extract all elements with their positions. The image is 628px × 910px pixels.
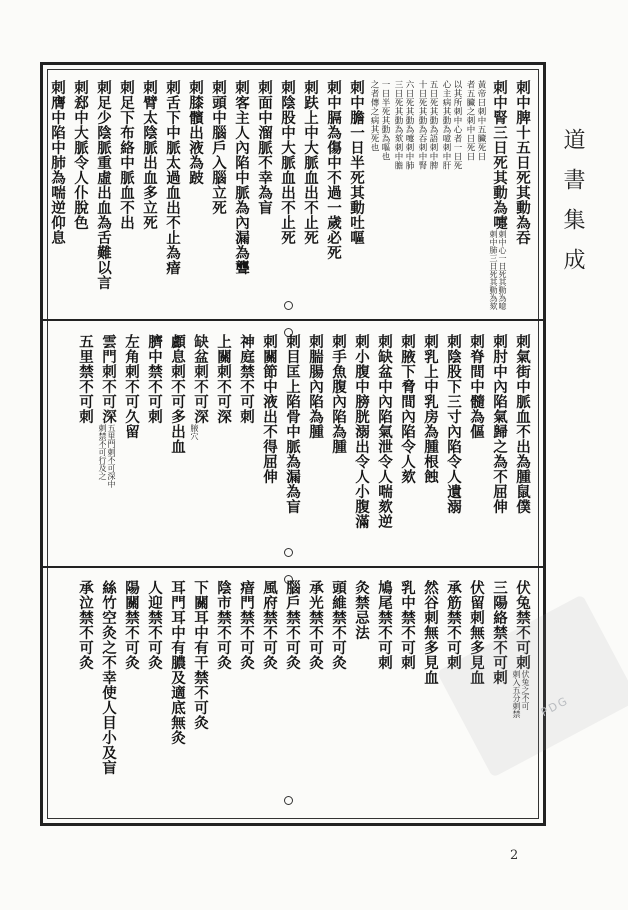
text-column: 刺中膈為傷中不過一歲必死 xyxy=(325,80,342,260)
text-column: 雲門刺不可深 xyxy=(100,334,117,424)
note-line: 刺禁不可行及之 xyxy=(98,424,107,480)
note-line: 刺中心一日死其動為噫 xyxy=(498,230,507,310)
annotation-line: 五日死其動為語刺中脾 xyxy=(428,80,438,170)
text-column: 刺中脾十五日死其動為吞 xyxy=(514,80,531,245)
book-title: 道書集成 xyxy=(560,128,585,288)
text-column-with-note xyxy=(190,334,210,549)
text-column: 絲竹空灸之不幸使人目小及盲 xyxy=(100,580,117,775)
interlinear-note xyxy=(489,230,507,310)
note-line: 五里門刺不可深中 xyxy=(107,424,116,488)
annotation-line: 三日死其動為欬刺中膽 xyxy=(393,80,403,170)
text-column-with-note xyxy=(98,334,118,549)
text-column: 下關耳中有干禁不可灸 xyxy=(192,580,209,730)
annotation-line: 黃帝曰刺中五臟死日 xyxy=(476,80,486,161)
text-column: 刺面中溜脈不幸為盲 xyxy=(256,80,273,215)
text-column: 刺小腹中膀胱溺出令人小腹滿 xyxy=(353,334,370,529)
text-column: 刺陰股下三寸內陷令人遺溺 xyxy=(445,334,462,514)
text-column: 顱息刺不可多出血 xyxy=(169,334,186,454)
note-line: 刺入五分刺禁 xyxy=(512,670,521,718)
text-column: 刺目匡上陷骨中脈為漏為盲 xyxy=(284,334,301,514)
text-column: 左角刺不可久留 xyxy=(123,334,140,439)
text-column: 刺膺中陷中肺為喘逆仰息 xyxy=(49,80,66,245)
text-column: 刺腋下脅間內陷令人欬 xyxy=(399,334,416,484)
watermark-label: PDG xyxy=(538,693,571,720)
annotation-line: 心主病其動為噫刺中肝 xyxy=(441,80,451,170)
text-column: 刺足少陰脈重虛出血為舌難以言 xyxy=(95,80,112,290)
text-column: 刺頭中腦戶入腦立死 xyxy=(210,80,227,215)
text-column: 瘖門禁不可灸 xyxy=(238,580,255,670)
text-column: 刺腨腸內陷為腫 xyxy=(307,334,324,439)
binding-hole-ring xyxy=(284,796,293,805)
text-column: 灸禁忌法 xyxy=(353,580,370,640)
text-column: 頭維禁不可灸 xyxy=(330,580,347,670)
binding-hole-ring xyxy=(284,301,293,310)
annotation-line: 者五臟之刺中日死日 xyxy=(465,80,475,161)
annotation-line: 一日半死其動為嘔也 xyxy=(380,80,390,161)
annotation-column-pair xyxy=(465,80,486,295)
text-band-top xyxy=(48,80,538,310)
text-column: 伏留刺無多見血 xyxy=(468,580,485,685)
annotation-line: 以其所刺中心者一日死 xyxy=(452,80,462,170)
note-line: 伏兔之不可 xyxy=(521,670,530,710)
text-column: 腦戶禁不可灸 xyxy=(284,580,301,670)
text-column-with-note xyxy=(489,80,509,310)
text-column: 風府禁不可灸 xyxy=(261,580,278,670)
text-column: 刺關節中液出不得屈伸 xyxy=(261,334,278,484)
text-column: 人迎禁不可灸 xyxy=(146,580,163,670)
text-column: 伏兔禁不可刺 xyxy=(514,580,531,670)
text-column: 然谷刺無多見血 xyxy=(422,580,439,685)
text-column: 刺足下布絡中脈血不出 xyxy=(118,80,135,230)
annotation-column-pair xyxy=(369,80,390,295)
text-column: 刺膝髕出液為跛 xyxy=(187,80,204,185)
text-column: 陰市禁不可灸 xyxy=(215,580,232,670)
text-column: 刺中腎三日死其動為嚏 xyxy=(491,80,508,230)
text-column: 刺氣街中脈血不出為腫鼠僕 xyxy=(514,334,531,514)
text-column: 刺中膽一日半死其動吐嘔 xyxy=(348,80,365,245)
annotation-line: 十日死其動為吞刺中腎 xyxy=(417,80,427,170)
annotation-column-pair xyxy=(441,80,462,295)
text-column: 承筋禁不可刺 xyxy=(445,580,462,670)
text-column: 刺客主人內陷中脈為內漏為聾 xyxy=(233,80,250,275)
interlinear-note xyxy=(190,424,199,440)
text-column: 上關刺不可深 xyxy=(215,334,232,424)
text-column: 三陽絡禁不可刺 xyxy=(491,580,508,685)
note-line: 腋穴 xyxy=(190,424,199,440)
text-column: 五里禁不可刺 xyxy=(77,334,94,424)
text-column: 陽關禁不可灸 xyxy=(123,580,140,670)
text-column: 缺盆刺不可深 xyxy=(192,334,209,424)
band-divider-upper xyxy=(40,319,546,321)
band-divider-lower xyxy=(40,566,546,568)
annotation-line: 六日死其動為嚏刺中肺 xyxy=(404,80,414,170)
text-column: 刺乳上中乳房為腫根蝕 xyxy=(422,334,439,484)
text-column: 刺陰股中大脈血出不止死 xyxy=(279,80,296,245)
text-column: 刺舌下中脈太過血出不止為瘖 xyxy=(164,80,181,275)
annotation-column-pair xyxy=(393,80,414,295)
text-column: 刺郄中大脈令人仆脫色 xyxy=(72,80,89,230)
interlinear-note xyxy=(98,424,116,488)
annotation-line: 之者傳之病其死也 xyxy=(369,80,379,152)
binding-hole-ring xyxy=(284,548,293,557)
text-column: 神庭禁不可刺 xyxy=(238,334,255,424)
text-column: 承光禁不可灸 xyxy=(307,580,324,670)
text-column: 刺肘中內陷氣歸之為不屈伸 xyxy=(491,334,508,514)
text-column: 承泣禁不可灸 xyxy=(77,580,94,670)
text-column: 耳門耳中有膿及適底無灸 xyxy=(169,580,186,745)
text-column: 鳩尾禁不可刺 xyxy=(376,580,393,670)
annotation-column-pair xyxy=(417,80,438,295)
text-column: 乳中禁不可刺 xyxy=(399,580,416,670)
text-column: 刺手魚腹內陷為腫 xyxy=(330,334,347,454)
text-column: 臍中禁不可刺 xyxy=(146,334,163,424)
text-column: 刺缺盆中內陷氣泄令人喘欬逆 xyxy=(376,334,393,529)
note-line: 刺中肺三日死其動為欬 xyxy=(489,230,498,310)
text-column: 刺趺上中大脈血出不止死 xyxy=(302,80,319,245)
text-column: 刺脊間中髓為傴 xyxy=(468,334,485,439)
text-column: 刺臂太陰脈出血多立死 xyxy=(141,80,158,230)
text-band-middle xyxy=(48,334,538,549)
page-number: 2 xyxy=(510,848,519,863)
